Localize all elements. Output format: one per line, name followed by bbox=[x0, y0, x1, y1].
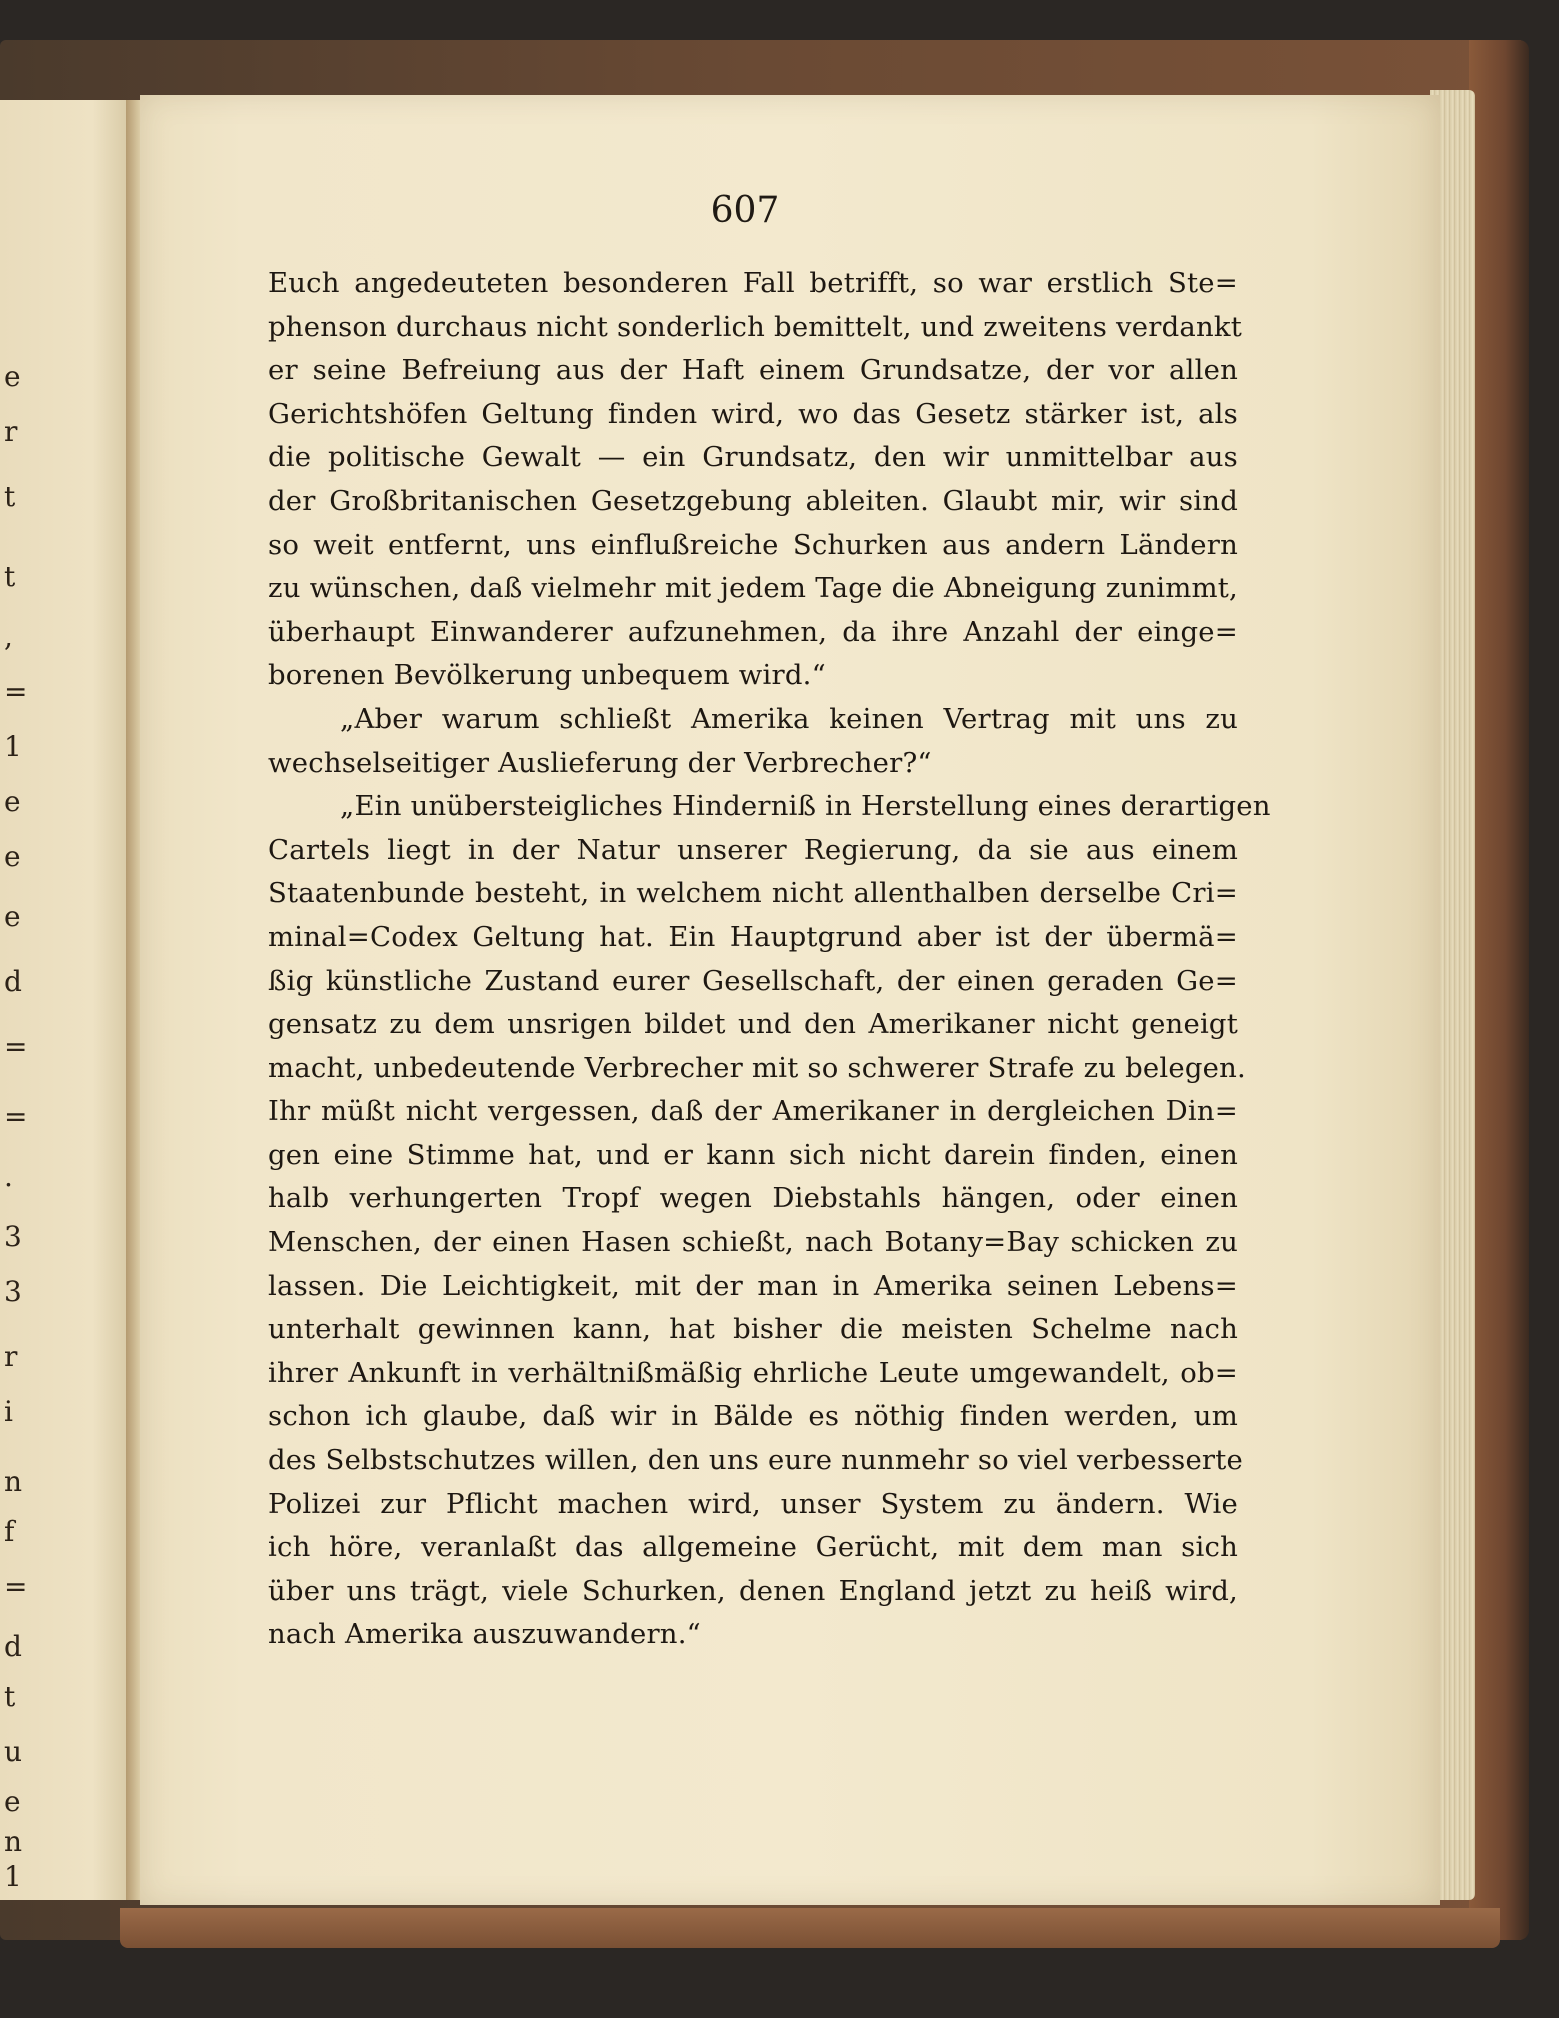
margin-fragment: . bbox=[4, 1160, 13, 1193]
margin-fragment: = bbox=[4, 1570, 28, 1603]
margin-fragment: r bbox=[4, 415, 18, 448]
text-line: der Großbritanischen Gesetzgebung ableiten. Glaubt mir, wir sind bbox=[268, 484, 1238, 517]
text-line: „Aber warum schließt Amerika keinen Vertrag mit uns zu bbox=[340, 702, 1238, 735]
text-line: halb verhungerten Tropf wegen Diebstahls hängen, oder einen bbox=[268, 1182, 1238, 1215]
text-line: Staatenbunde besteht, in welchem nicht allenthalben derselbe Cri= bbox=[268, 877, 1238, 910]
text-line: Ihr müßt nicht vergessen, daß der Amerikaner in dergleichen Din= bbox=[268, 1095, 1238, 1128]
margin-fragment: r bbox=[4, 1340, 18, 1373]
text-line: gen eine Stimme hat, und er kann sich nicht darein finden, einen bbox=[268, 1138, 1238, 1171]
margin-fragment: i bbox=[4, 1395, 13, 1428]
text-line: Cartels liegt in der Natur unserer Regierung, da sie aus einem bbox=[268, 833, 1238, 866]
page-body-text bbox=[268, 262, 1271, 1657]
text-line: „Ein unübersteigliches Hinderniß in Herstellung eines derartigen bbox=[340, 790, 1271, 823]
margin-fragment: d bbox=[4, 965, 22, 998]
text-line: minal=Codex Geltung hat. Ein Hauptgrund aber ist der übermä= bbox=[268, 920, 1238, 953]
text-line: borenen Bevölkerung unbequem wird.“ bbox=[268, 659, 826, 692]
cover-bottom-edge bbox=[120, 1908, 1500, 1948]
margin-fragment: e bbox=[4, 360, 21, 393]
text-line: macht, unbedeutende Verbrecher mit so schwerer Strafe zu belegen. bbox=[268, 1051, 1246, 1084]
margin-fragment: = bbox=[4, 1100, 28, 1133]
margin-fragment: , bbox=[4, 620, 13, 653]
margin-fragment: 1 bbox=[4, 730, 22, 763]
cover-spine-edge bbox=[1469, 40, 1529, 1940]
text-line: nach Amerika auszuwandern.“ bbox=[268, 1618, 701, 1651]
text-line: überhaupt Einwanderer aufzunehmen, da ihre Anzahl der einge= bbox=[268, 615, 1238, 648]
margin-fragment: 1 bbox=[4, 1860, 22, 1893]
margin-fragment: e bbox=[4, 785, 21, 818]
text-line: über uns trägt, viele Schurken, denen England jetzt zu heiß wird, bbox=[268, 1574, 1238, 1607]
margin-fragment: = bbox=[4, 1030, 28, 1063]
text-line: lassen. Die Leichtigkeit, mit der man in Amerika seinen Lebens= bbox=[268, 1269, 1238, 1302]
margin-fragment: u bbox=[4, 1735, 23, 1768]
margin-fragment: e bbox=[4, 900, 21, 933]
text-line: Polizei zur Pflicht machen wird, unser System zu ändern. Wie bbox=[268, 1487, 1238, 1520]
margin-fragment: t bbox=[4, 480, 16, 513]
margin-fragment: t bbox=[4, 560, 16, 593]
margin-fragment: d bbox=[4, 1630, 22, 1663]
margin-fragment: n bbox=[4, 1465, 23, 1498]
previous-page-margin-fragments bbox=[0, 330, 30, 1893]
previous-page bbox=[0, 100, 134, 1900]
text-line: des Selbstschutzes willen, den uns eure nunmehr so viel verbesserte bbox=[268, 1444, 1244, 1477]
margin-fragment: t bbox=[4, 1680, 16, 1713]
text-line: gensatz zu dem unsrigen bildet und den Amerikaner nicht geneigt bbox=[268, 1008, 1238, 1041]
margin-fragment: = bbox=[4, 675, 28, 708]
text-line: so weit entfernt, uns einflußreiche Schurken aus andern Ländern bbox=[268, 528, 1238, 561]
margin-fragment: 3 bbox=[4, 1275, 22, 1308]
text-line: Euch angedeuteten besonderen Fall betrifft, so war erstlich Ste= bbox=[268, 267, 1238, 299]
text-line: zu wünschen, daß vielmehr mit jedem Tage die Abneigung zunimmt, bbox=[268, 572, 1238, 605]
margin-fragment: e bbox=[4, 840, 21, 873]
text-line: Menschen, der einen Hasen schießt, nach Botany=Bay schicken zu bbox=[268, 1226, 1238, 1259]
text-line: wechselseitiger Auslieferung der Verbrecher?“ bbox=[268, 746, 932, 779]
text-line: ich höre, veranlaßt das allgemeine Gerücht, mit dem man sich bbox=[268, 1531, 1238, 1564]
text-line: er seine Befreiung aus der Haft einem Grundsatze, der vor allen bbox=[268, 354, 1238, 387]
page-number: 607 bbox=[710, 190, 780, 231]
margin-fragment: f bbox=[4, 1515, 15, 1548]
margin-fragment: n bbox=[4, 1825, 23, 1858]
margin-fragment: e bbox=[4, 1785, 21, 1818]
text-line: ihrer Ankunft in verhältnißmäßig ehrliche Leute umgewandelt, ob= bbox=[268, 1356, 1238, 1389]
text-line: die politische Gewalt — ein Grundsatz, den wir unmittelbar aus bbox=[268, 441, 1238, 474]
text-line: Gerichtshöfen Geltung finden wird, wo das Gesetz stärker ist, als bbox=[268, 397, 1238, 430]
text-line: phenson durchaus nicht sonderlich bemittelt, und zweitens verdankt bbox=[268, 310, 1243, 343]
text-line: schon ich glaube, daß wir in Bälde es nöthig finden werden, um bbox=[268, 1400, 1238, 1433]
text-line: ßig künstliche Zustand eurer Gesellschaft, der einen geraden Ge= bbox=[268, 964, 1238, 997]
text-line: unterhalt gewinnen kann, hat bisher die meisten Schelme nach bbox=[268, 1313, 1238, 1346]
margin-fragment: 3 bbox=[4, 1220, 22, 1253]
